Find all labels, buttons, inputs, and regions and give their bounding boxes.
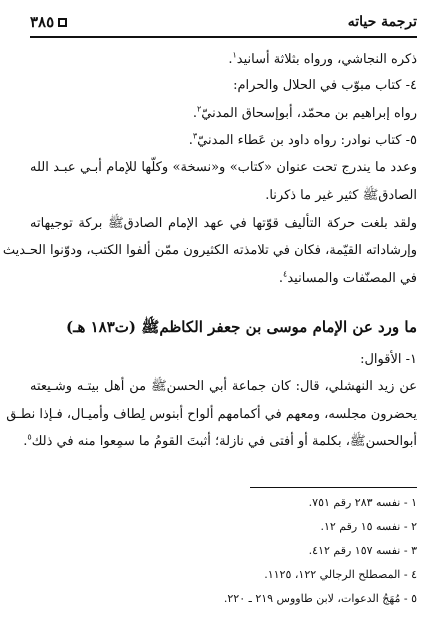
- section-line: يحضرون مجلسه، ومعهم في أكمامهم ألواح أبنوس لِطاف وأميـال، فـإذا نطـق: [6, 407, 417, 422]
- square-bullet-icon: [58, 18, 67, 27]
- body-line: وعدد ما يندرج تحت عنوان «كتاب» و«نسخة» وكلّها للإمام أبـي عبـد الله: [30, 160, 417, 175]
- header-rule: [30, 36, 417, 38]
- section-line: أبوالحسنﷺ، بكلمة أو أفتى في نازلة؛ أثبتَ القومُ ما سمِعوا منه في ذلك$^٥$.: [23, 432, 417, 449]
- body-line: في المصنّفات والمسانيد$^٤$.: [278, 269, 417, 286]
- footnote: ٥ - مُهَجُ الدعوات، لابن طاووس ٢١٩ ـ ٢٢٠.: [223, 592, 417, 605]
- running-header: [30, 12, 417, 38]
- page-number-block: [30, 13, 67, 31]
- footnote: ١ - نفسه ٢٨٣ رقم ٧٥١.: [308, 496, 417, 509]
- body-line: ٥- كتاب نوادر: رواه داود بن عَطاء المدنيّ$^٣$.: [188, 131, 417, 148]
- body-line: ٤- كتاب مبوّب في الحلال والحرام:: [233, 78, 417, 93]
- footnote: ٢ - نفسه ١٥ رقم ١٢.: [320, 520, 417, 533]
- footnote: ٣ - نفسه ١٥٧ رقم ٤١٢.: [308, 544, 417, 557]
- footnote: ٤ - المصطلح الرجالي ١٢٢، ١١٢٥.: [264, 568, 417, 581]
- body-line: رواه إبراهيم بن محمّد، أبوإسحاق المدنيّ$^٢$.: [192, 104, 417, 121]
- body-line: وإرشاداته القيّمة، فكان في تلامذته الكثيرون ممّن ألفوا الكتب، ودوّنوا الحـديث: [2, 243, 417, 258]
- section-line: عن زيد النهشلي، قال: كان جماعة أبي الحسنﷺ من أهل بيتـه وشـيعته: [30, 379, 417, 394]
- body-line: ولقد بلغت حركة التأليف قوّتها في عهد الإمام الصادقﷺ بركة توجيهاته: [30, 216, 417, 231]
- section-heading: ما ورد عن الإمام موسى بن جعفر الكاظمﷺ (ت١٨٣ هـ): [65, 318, 417, 336]
- running-title: ترجمة حياته: [347, 14, 417, 30]
- body-line: الصادقﷺ كثير غير ما ذكرنا.: [265, 188, 417, 203]
- page-number: ٣٨٥: [30, 13, 55, 31]
- footnote-rule: [250, 487, 417, 488]
- body-line: ذكره النجاشي، ورواه بثلاثة أسانيد$^١$.: [228, 50, 417, 67]
- section-line: ١- الأقوال:: [360, 352, 417, 367]
